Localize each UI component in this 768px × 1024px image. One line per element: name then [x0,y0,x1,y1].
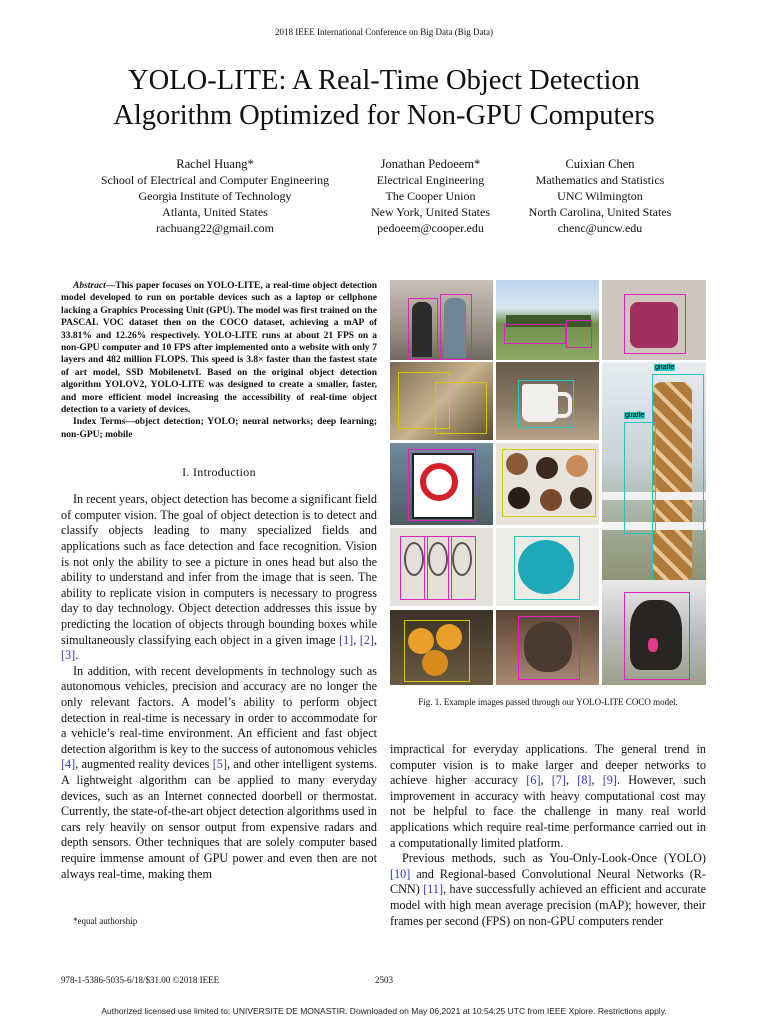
index-terms [61,416,377,441]
author-name: Jonathan Pedoeem* [380,157,481,171]
left-column [61,280,377,882]
citation-link[interactable]: [8] [577,773,592,788]
author-email: chenc@uncw.edu [557,221,643,235]
photo-frisbee [496,528,599,606]
title-line-2: Algorithm Optimized for Non-GPU Computers [113,100,655,131]
title-line-1: YOLO-LITE: A Real-Time Object Detection [128,65,640,96]
citation-link[interactable]: [11] [423,882,444,897]
conference-header: 2018 IEEE International Conference on Big Data (Big Data) [275,27,493,37]
affiliation-line: New York, United States [371,205,490,219]
paragraph-text: In addition, with recent developments in technology such as autonomous vehicles, precision and accuracy are no longer the only relevant factors. A model’s ability to perform object detection in real-time is necessary in order to accommodate for a vehicle’s real-time environment. An efficient and fast object detection algorithm is key to the success of autonomous vehicles [61,663,377,756]
index-terms-label: Index Terms [73,417,126,428]
author-2 [358,156,503,236]
paragraph-text: , have successfully achieved an efficient and accurate model with high mean average precision (mAP); however, their frames per second (FPS) on non-GPU computers render [390,882,706,928]
footnote: *equal authorship [73,916,138,926]
index-terms-text: —object detection; YOLO; neural networks; deep learning; non-GPU; mobile [61,417,377,440]
photo-donuts [496,443,599,525]
affiliation-line: UNC Wilmington [557,189,643,203]
author-1 [80,156,350,236]
affiliation-line: School of Electrical and Computer Engineering [100,173,330,187]
author-email: pedoeem@cooper.edu [377,221,484,235]
citation-link[interactable]: [7] [551,773,566,788]
abstract [61,280,377,416]
author-name: Cuixian Chen [565,157,635,171]
paragraph-text: Previous methods, such as You-Only-Look-Once (YOLO) [402,851,706,866]
paper-title [0,63,768,133]
right-paragraph-1: impractical for everyday applications. The general trend in computer vision is to make larger and deeper networks to achieve higher accuracy [6], [7], [8], [9]. However, such improvement in accuracy with heavy computational cost may not be helpful to face the challenge in many real world applications which require real-time performance carried out in a computationally limited platform. [390,742,707,850]
citation-link[interactable]: [5] [212,757,227,772]
right-column-text [390,742,706,929]
photo-mug [496,362,599,440]
paragraph-text: In recent years, object detection has become a significant field of computer vision. The goal of object detection is to detect and classify objects leading to many specialized fields and applications such as face detection and face recognition. Vision is not only the ability to see a picture in ones head but also the ability to understand and infer from the image that is seen. The ability to replicate vision in computers is necessary to progress day to day technology. Object detection addresses this issue by predicting the location of objects through bounding boxes while simultaneously classifying each object in a given image [61,492,377,647]
abstract-text: —This paper focuses on YOLO-LITE, a real-time object detection model developed to run on portable devices such as a laptop or cellphone lacking a Graphics Processing Unit (GPU). The model was first trained on the PASCAL VOC dataset then on the COCO dataset, achieving a mAP of 33.81% and 12.26% respectively. YOLO-LITE runs at about 21 FPS on a non-GPU computer and 10 FPS after implemented onto a website with only 7 layers and 482 million FLOPS. This speed is 3.8× faster than the fastest state of art model, SSD MobilenetvI. Based on the original object detection algorithm YOLOV2, YOLO-LITE was designed to create a smaller, faster, and more efficient model increasing the accessibility of real-time object detection to a variety of devices. [61,281,377,416]
photo-oranges [390,610,493,685]
affiliation-line: Electrical Engineering [376,173,485,187]
photo-two-people [390,280,493,360]
photo-dog [602,580,706,685]
section-heading: I. Introduction [182,465,256,480]
photo-giraffes [602,362,706,602]
paragraph-text: , and other intelligent systems. A lightweight algorithm can be applied to many everyday devices, such as an Internet connected doorbell or thermostat. Currently, the state-of-the-art object detection algorithms used in cars rely heavily on sensor output from expensive radars and depth sensors. Other techniques that are solely computer based require immense amount of GPU power and even then are not always real-time, making them [61,757,377,881]
page-number: 2503 [375,975,393,985]
right-paragraph-2 [390,851,706,929]
affiliation-line: Atlanta, United States [162,205,268,219]
author-email: rachuang22@gmail.com [155,221,274,235]
citation-link[interactable]: [4] [61,757,76,772]
citation-link[interactable]: [6] [526,773,541,788]
license-notice: Authorized licensed use limited to: UNIVERSITE DE MONASTIR. Downloaded on May 06,2021 at 10:54:25 UTC from IEEE Xplore. Restrictions apply. [101,1006,667,1016]
intro-paragraph-2 [61,664,377,882]
affiliation-line: The Cooper Union [385,189,476,203]
intro-paragraph-1: In recent years, object detection has become a significant field of computer vision. The goal of object detection is to detect and classify objects leading to many specialized fields and applications such as face detection and face recognition. Vision is not only the ability to see a picture in ones head but also the ability to understand and infer from the image that is seen. The ability to replicate vision in computers is necessary to progress day to day technology. Object detection addresses this issue by predicting the location of objects through bounding boxes while simultaneously classifying each object in a given image [1], [2], [3]. [61,492,377,663]
photo-park-field [496,280,599,360]
citation-link[interactable]: [10] [390,866,411,881]
photo-cat [496,610,599,685]
figure-caption: Fig. 1. Example images passed through our YOLO-LITE COCO model. [418,697,678,707]
photo-handbag [602,280,706,360]
author-3 [515,156,685,236]
paragraph-text: . However, such improvement in accuracy with heavy computational cost may not be helpful to face the challenge in many real world applications which require real-time performance carried out in a computationally limited platform. [390,773,707,850]
photo-tennis-rackets [390,528,493,606]
abstract-label: Abstract [73,281,106,291]
affiliation-line: Mathematics and Statistics [535,173,665,187]
paragraph-text: and Regional-based Convolutional Neural Networks (R-CNN) [390,866,706,897]
detection-label: giraffe [625,412,645,419]
affiliation-line: North Carolina, United States [528,205,672,219]
publication-footer: 978-1-5386-5035-6/18/$31.00 ©2018 IEEE [61,975,220,985]
citation-link[interactable]: [3] [61,648,76,663]
author-name: Rachel Huang* [176,157,254,171]
figure-1-image-grid [390,280,706,685]
citation-link[interactable]: [1] [339,632,354,647]
detection-label: giraffe [655,364,675,371]
citation-link[interactable]: [9] [602,773,617,788]
photo-no-u-turn-sign [390,443,493,525]
citation-link[interactable]: [2] [359,632,374,647]
paragraph-text: impractical for everyday applications. The general trend in computer vision is to make larger and deeper networks to achieve higher accuracy [390,742,706,788]
paragraph-text: , augmented reality devices [75,757,213,772]
photo-stuffed-toys [390,362,493,440]
affiliation-line: Georgia Institute of Technology [138,189,292,203]
